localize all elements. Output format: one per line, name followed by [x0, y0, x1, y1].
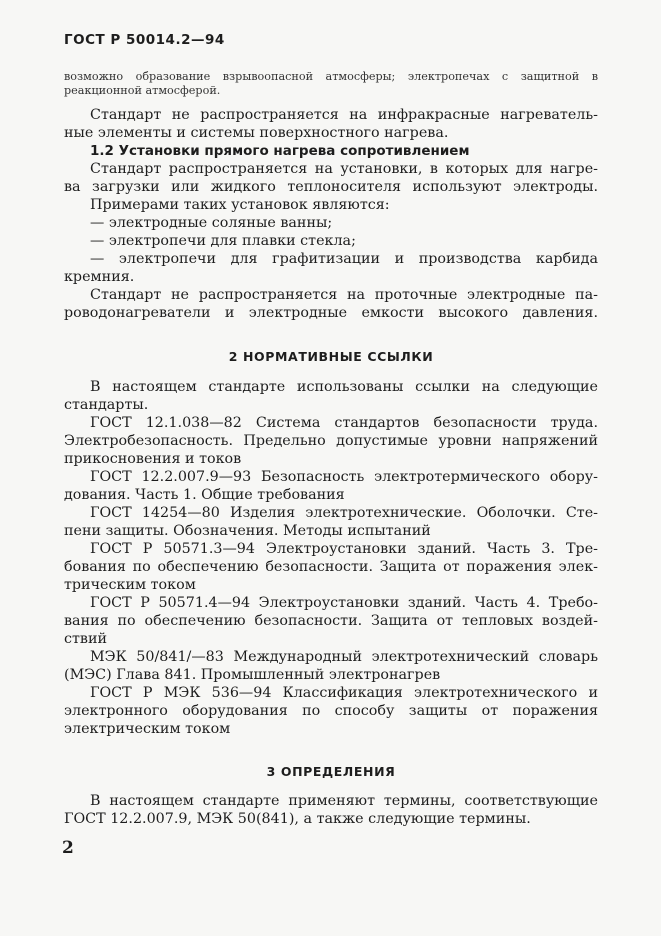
reference-line: (МЭС) Глава 841. Промышленный электронагрев	[64, 667, 441, 683]
paragraph-line: стандарты.	[64, 397, 149, 413]
reference-line: ГОСТ Р 50571.4—94 Электроустановки зданий. Часть 4. Требо-	[90, 595, 598, 611]
reference-line: ГОСТ Р МЭК 536—94 Классификация электротехнического и	[90, 685, 598, 701]
paragraph-line: ные элементы и системы поверхностного нагрева.	[64, 125, 449, 141]
paragraph-line: В настоящем стандарте использованы ссылки на следующие	[90, 379, 598, 395]
paragraph-line: ва загрузки или жидкого теплоносителя используют электроды.	[64, 179, 598, 195]
page-number: 2	[62, 838, 74, 858]
paragraph-line: ГОСТ 12.2.007.9, МЭК 50(841), а также следующие термины.	[64, 811, 531, 827]
reference-line: ГОСТ 12.1.038—82 Система стандартов безопасности труда.	[90, 415, 598, 431]
paragraph-line: Стандарт не распространяется на проточные электродные па-	[90, 287, 598, 303]
reference-line: Электробезопасность. Предельно допустимые уровни напряжений	[64, 433, 598, 449]
list-item: — электропечи для графитизации и производства карбида	[90, 251, 598, 267]
paragraph-line: В настоящем стандарте применяют термины, соответствующие	[90, 793, 598, 809]
reference-line: трическим током	[64, 577, 196, 593]
reference-line: прикосновения и токов	[64, 451, 242, 467]
intro-continuation-line-2: реакционной атмосферой.	[64, 84, 221, 97]
document-header: ГОСТ Р 50014.2—94	[64, 32, 225, 48]
list-item: — электродные соляные ванны;	[90, 215, 333, 231]
section-heading-2: 2 НОРМАТИВНЫЕ ССЫЛКИ	[228, 349, 434, 364]
intro-continuation-line-1: возможно образование взрывоопасной атмосферы; электропечах с защитной в	[64, 70, 598, 83]
reference-line: МЭК 50/841/—83 Международный электротехнический словарь	[90, 649, 598, 665]
paragraph-line: Примерами таких установок являются:	[90, 197, 390, 213]
section-heading-3: 3 ОПРЕДЕЛЕНИЯ	[266, 764, 396, 779]
paragraph-line: Стандарт не распространяется на инфракрасные нагреватель-	[90, 107, 598, 123]
reference-line: бования по обеспечению безопасности. Защита от поражения элек-	[64, 559, 598, 575]
reference-line: ГОСТ 12.2.007.9—93 Безопасность электротермического обору-	[90, 469, 598, 485]
reference-line: ГОСТ 14254—80 Изделия электротехнические. Оболочки. Сте-	[90, 505, 598, 521]
list-item-continuation: кремния.	[64, 269, 135, 285]
reference-line: электрическим током	[64, 721, 231, 737]
reference-line: электронного оборудования по способу защиты от поражения	[64, 703, 598, 719]
reference-line: пени защиты. Обозначения. Методы испытаний	[64, 523, 431, 539]
subsection-heading: 1.2 Установки прямого нагрева сопротивлением	[90, 143, 470, 159]
list-item: — электропечи для плавки стекла;	[90, 233, 356, 249]
reference-line: дования. Часть 1. Общие требования	[64, 487, 345, 503]
reference-line: ГОСТ Р 50571.3—94 Электроустановки зданий. Часть 3. Тре-	[90, 541, 598, 557]
reference-line: ствий	[64, 631, 108, 647]
paragraph-line: Стандарт распространяется на установки, в которых для нагре-	[90, 161, 598, 177]
reference-line: вания по обеспечению безопасности. Защита от тепловых воздей-	[64, 613, 598, 629]
paragraph-line: роводонагреватели и электродные емкости высокого давления.	[64, 305, 598, 321]
